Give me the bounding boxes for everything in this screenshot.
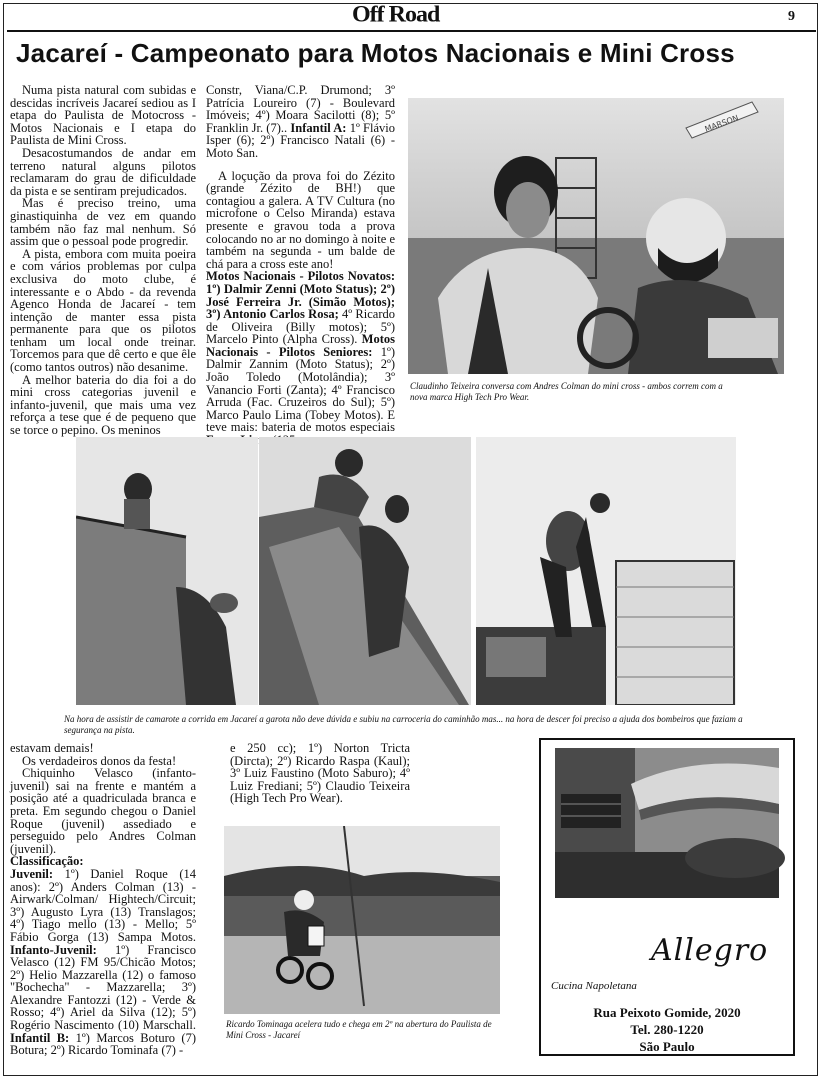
category-label: Infanto-Juvenil: <box>10 942 97 957</box>
photo-riders-talking-image <box>408 98 784 374</box>
masthead <box>0 0 823 30</box>
article-column-4 <box>206 742 410 805</box>
ad-brand-logo: Allegro <box>651 933 769 968</box>
category-label: Motos Nacionais - Pilotos Novatos: 1º) Dalmir Zenni (Moto Status); 2º) José Ferreira Jr. (Simão Motos); 3º) Antonio Carlos Rosa; <box>206 269 395 322</box>
advertisement-allegro <box>539 738 795 1056</box>
photo-girl-on-truck-image <box>76 437 258 705</box>
results-text: 1º) Marcos Boturo (7) Botura; 2º) Ricardo Tominafa (7) - <box>10 1030 197 1058</box>
paragraph: Mas é preciso treino, uma ginastiquinha de vez em quando também não faz mal nenhum. Só assim que o pessoal pode progredir. <box>10 196 196 249</box>
paragraph: Desacostumandos de andar em terreno natural alguns pilotos reclamaram do grau de dificuldade da pista e se sentiram prejudicados. <box>10 145 196 198</box>
results-text: e 250 cc); 1º) Norton Tricta (Dircta); 2º) Ricardo Raspa (Kaul); 3º Luiz Faustino (Moto Saburo); 4º Luiz Frediani; 5º) Claudio Teixeira (High Tech Pro Wear). <box>230 741 410 806</box>
paragraph: Os verdadeiros donos da festa! <box>22 753 177 768</box>
section-label: Classificação: <box>10 854 84 869</box>
photo-girl-descending <box>259 437 471 705</box>
photo-firefighters-truck-image <box>476 437 736 705</box>
photo-girl-descending-image <box>259 437 471 705</box>
results-text: 1º) Dalmir Zannim (Moto Status); 2º) João Toledo (Motolândia); 3º Vanancio Forti (Zanta); 4º Francisco Arruda (Fac. Cruzeiros do Sul); 5º) Marco Paulo Lima (Tobey Motos). E teve mais: bateria de motos especiais <box>206 344 396 435</box>
ad-contact <box>541 992 793 1055</box>
magazine-logo: Off Road <box>352 2 440 28</box>
ad-address: Rua Peixoto Gomide, 2020 <box>593 1005 741 1020</box>
caption-mini-cross-rider: Ricardo Tominaga acelera tudo e chega em 2º na abertura do Paulista de Mini Cross - Jacareí <box>226 1019 492 1040</box>
results-text: 4º Ricardo de Oliveira (Billy motos); 5º) Marcelo Pinto (Alpha Cross). <box>206 307 395 347</box>
paragraph: A melhor bateria do dia foi a do mini cross categorias juvenil e infanto-juvenil, que mais uma vez reforça a tese que é de pequeno que se torce o pepino. Os meninos <box>10 372 196 438</box>
results-text: 1º) Daniel Roque (14 anos): 2º) Anders Colman (13) - Airwark/Colman/ Hightech/Circuit; 3º) Augusto Lyra (13) Translagos; 4º) Tiago mello (13) - Mello; 5º Fábio Gorga (13) Sampa Motos. <box>10 866 197 944</box>
ad-subtitle: Cucina Napoletana <box>551 980 637 992</box>
restaurant-photo-image <box>555 748 807 898</box>
article-column-3 <box>10 742 196 1057</box>
page-number: 9 <box>788 9 795 24</box>
caption-truck-sequence: Na hora de assistir de camarote a corrida em Jacareí a garota não deve dúvida e subiu na carroceria do caminhão mas... na hora de descer foi preciso a ajuda dos bombeiros que faziam a segurança na pista. <box>64 714 743 735</box>
paragraph: Chiquinho Velasco (infanto-juvenil) sai na frente e mantém a posição até a quadriculada branca e preta. Em segundo chegou o Daniel Roque (juvenil) assediado e perseguido pelo Andres Colman (juvenil). <box>10 766 196 856</box>
header-rule <box>7 30 816 32</box>
photo-girl-on-truck <box>76 437 258 705</box>
category-label: Juvenil: <box>10 866 54 881</box>
results-text: 1º Flávio Isper (6); 2º) Francisco Natali (6) - Moto San. <box>206 120 396 160</box>
article-column-1 <box>10 84 196 437</box>
category-label: Infantil A: <box>290 120 347 135</box>
results-text: 1º) Francisco Velasco (12) FM 95/Chicão Motos; 2º) Helio Mazzarella (12) o famoso "Bochecha" - Mazzarella; 3º) Alexandre Fantozzi (12) - Verde & Rosso; 4º) Ariel da Silva (12); 5º) Rogério Nascimento (10) Marschall. <box>10 942 196 1033</box>
banner-sign-text: MARSON <box>703 113 740 134</box>
photo-mini-cross-rider <box>224 826 500 1014</box>
photo-riders-talking <box>408 98 784 374</box>
ad-phone: Tel. 280-1220 <box>630 1022 704 1037</box>
caption-riders-talking: Claudinho Teixeira conversa com Andres Colman do mini cross - ambos correm com a nova marca High Tech Pro Wear. <box>410 381 723 402</box>
article-title: Jacareí - Campeonato para Motos Nacionais e Mini Cross <box>16 38 735 68</box>
photo-firefighters-truck <box>476 437 736 705</box>
paragraph: A pista, embora com muita poeira e com vários problemas por culpa exclusiva do moto clube, é interessante e o Abdo - da revenda Agenco Honda de Jacareí - tem intenção de manter essa pista permanente para que os pilotos tenham um local onde treinar. Torcemos para que dê certo e que êle (como tantos outros) não desanime. <box>10 246 196 375</box>
paragraph: A loçução da prova foi do Zézito (grande Zézito de BH!) que contagiou a galera. A TV Cultura (no microfone o Celso Miranda) estava presente e gravou toda a prova colocando no ar no domingo à noite e também na segunda - um balde de chá para a cross este ano! <box>206 168 395 271</box>
photo-mini-cross-rider-image <box>224 826 500 1014</box>
results-text: Constr, Viana/C.P. Drumond; 3º Patrícia Loureiro (7) - Boulevard Imóveis; 4º) Moara Sacilotti (8); 5º Franklin Jr. (7).. <box>206 83 395 135</box>
paragraph: Numa pista natural com subidas e descidas incríveis Jacareí sediou as I etapa do Paulista de Motocross - Motos Nacionais e I etapa do Paulista de Mini Cross. <box>10 83 196 148</box>
category-label: Infantil B: <box>10 1030 70 1045</box>
article-column-2 <box>206 84 395 447</box>
paragraph: estavam demais! <box>10 741 94 755</box>
category-label: Motos Nacionais - Pilotos Seniores: <box>206 332 395 359</box>
ad-city: São Paulo <box>639 1039 695 1054</box>
